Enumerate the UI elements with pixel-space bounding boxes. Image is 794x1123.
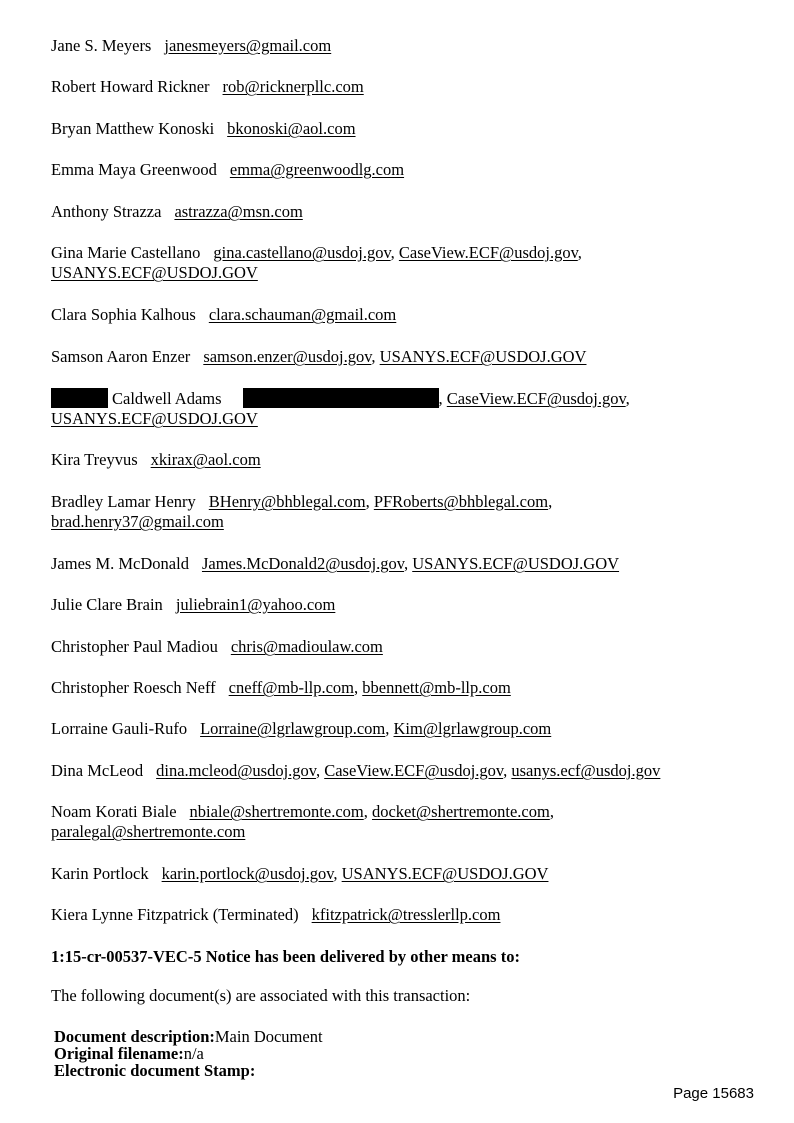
email-link[interactable]: dina.mcleod@usdoj.gov — [156, 761, 316, 780]
email-link[interactable]: bkonoski@aol.com — [227, 119, 356, 138]
service-entry: Caldwell Adams , CaseView.ECF@usdoj.gov, USANYS.ECF@USDOJ.GOV — [51, 389, 630, 428]
email-link[interactable]: docket@shertremonte.com — [371, 802, 550, 821]
service-entry — [51, 119, 751, 139]
service-entry — [51, 36, 751, 56]
email-link[interactable]: bbennett@mb-llp.com — [362, 678, 511, 697]
service-entry — [51, 450, 751, 470]
email-link[interactable]: USANYS.ECF@USDOJ.GOV — [341, 864, 549, 883]
original-filename-value: n/a — [183, 1044, 204, 1063]
service-entry: Samson Aaron Enzer samson.enzer@usdoj.gov, USANYS.ECF@USDOJ.GOV — [51, 347, 587, 366]
email-link[interactable]: usanys.ecf@usdoj.gov — [511, 761, 661, 780]
service-entry — [51, 637, 751, 657]
email-link[interactable]: rob@ricknerpllc.com — [222, 77, 364, 96]
email-link[interactable]: samson.enzer@usdoj.gov — [203, 347, 372, 366]
recipient-name: Kiera Lynne Fitzpatrick (Terminated) — [51, 905, 299, 924]
service-entry: Gina Marie Castellano gina.castellano@usdoj.gov, CaseView.ECF@usdoj.gov, USANYS.ECF@USDOJ.GOV — [51, 243, 582, 282]
email-link[interactable]: janesmeyers@gmail.com — [164, 36, 332, 55]
email-link[interactable]: kfitzpatrick@tresslerllp.com — [311, 905, 501, 924]
recipient-name: Bradley Lamar Henry — [51, 492, 196, 511]
email-link[interactable]: clara.schauman@gmail.com — [208, 305, 397, 324]
email-link[interactable]: cneff@mb-llp.com — [228, 678, 354, 697]
recipient-name: Clara Sophia Kalhous — [51, 305, 196, 324]
email-link[interactable]: gina.castellano@usdoj.gov — [213, 243, 391, 262]
email-link[interactable]: CaseView.ECF@usdoj.gov — [324, 761, 504, 780]
recipient-name: Noam Korati Biale — [51, 802, 177, 821]
recipient-name: Bryan Matthew Konoski — [51, 119, 215, 138]
doc-description-value: Main Document — [214, 1027, 323, 1046]
service-entry: Bradley Lamar Henry BHenry@bhblegal.com, PFRoberts@bhblegal.com, brad.henry37@gmail.com — [51, 492, 553, 531]
service-entry — [51, 305, 751, 325]
recipient-name: Jane S. Meyers — [51, 36, 152, 55]
associated-documents-text: The following document(s) are associated with this transaction: — [51, 986, 471, 1005]
recipient-name: Christopher Paul Madiou — [51, 637, 218, 656]
recipient-name: Dina McLeod — [51, 761, 144, 780]
recipient-name: Christopher Roesch Neff — [51, 678, 216, 697]
email-link[interactable]: PFRoberts@bhblegal.com — [373, 492, 549, 511]
email-link[interactable]: emma@greenwoodlg.com — [229, 160, 405, 179]
service-entry: Karin Portlock karin.portlock@usdoj.gov, USANYS.ECF@USDOJ.GOV — [51, 864, 549, 883]
email-link[interactable]: Kim@lgrlawgroup.com — [393, 719, 552, 738]
recipient-name: Lorraine Gauli-Rufo — [51, 719, 188, 738]
service-entry — [51, 202, 751, 222]
original-filename-label: Original filename: — [54, 1044, 184, 1063]
email-link[interactable]: astrazza@msn.com — [174, 202, 303, 221]
service-entry — [51, 595, 751, 615]
recipient-name: Karin Portlock — [51, 864, 149, 883]
email-link[interactable]: chris@madioulaw.com — [230, 637, 383, 656]
service-entry: Noam Korati Biale nbiale@shertremonte.com, docket@shertremonte.com, paralegal@shertremonte.com — [51, 802, 554, 841]
recipient-name: Julie Clare Brain — [51, 595, 163, 614]
page-number: Page 15683 — [673, 1085, 754, 1102]
email-link[interactable]: BHenry@bhblegal.com — [208, 492, 366, 511]
recipient-name: Caldwell Adams — [112, 389, 222, 408]
email-link[interactable]: juliebrain1@yahoo.com — [175, 595, 336, 614]
email-link[interactable]: brad.henry37@gmail.com — [51, 512, 224, 531]
service-entry — [51, 77, 751, 97]
document-info — [54, 1028, 323, 1079]
electronic-stamp-label: Electronic document Stamp: — [54, 1061, 256, 1080]
recipient-name: Anthony Strazza — [51, 202, 162, 221]
recipient-name: Kira Treyvus — [51, 450, 138, 469]
email-link[interactable]: Lorraine@lgrlawgroup.com — [200, 719, 386, 738]
email-link[interactable]: CaseView.ECF@usdoj.gov — [446, 389, 626, 408]
email-link[interactable]: CaseView.ECF@usdoj.gov — [398, 243, 578, 262]
service-entry: Lorraine Gauli-Rufo Lorraine@lgrlawgroup.com, Kim@lgrlawgroup.com — [51, 719, 552, 738]
email-link[interactable]: xkirax@aol.com — [150, 450, 261, 469]
service-entry: Christopher Roesch Neff cneff@mb-llp.com, bbennett@mb-llp.com — [51, 678, 511, 697]
other-means-heading: 1:15-cr-00537-VEC-5 Notice has been delivered by other means to: — [51, 947, 520, 966]
recipient-name: Samson Aaron Enzer — [51, 347, 191, 366]
recipient-name: Emma Maya Greenwood — [51, 160, 217, 179]
recipient-name: James M. McDonald — [51, 554, 189, 573]
email-link[interactable]: paralegal@shertremonte.com — [51, 822, 246, 841]
email-link[interactable]: USANYS.ECF@USDOJ.GOV — [51, 409, 258, 428]
recipient-name: Gina Marie Castellano — [51, 243, 201, 262]
service-entry: James M. McDonald James.McDonald2@usdoj.gov, USANYS.ECF@USDOJ.GOV — [51, 554, 620, 573]
email-link[interactable]: USANYS.ECF@USDOJ.GOV — [379, 347, 587, 366]
email-link[interactable]: James.McDonald2@usdoj.gov — [201, 554, 404, 573]
email-link[interactable]: USANYS.ECF@USDOJ.GOV — [412, 554, 620, 573]
email-link[interactable]: karin.portlock@usdoj.gov — [161, 864, 334, 883]
service-entry — [51, 905, 751, 925]
email-link[interactable]: USANYS.ECF@USDOJ.GOV — [51, 263, 258, 282]
email-link[interactable]: nbiale@shertremonte.com — [189, 802, 364, 821]
doc-description-label: Document description: — [54, 1027, 215, 1046]
redaction-block — [243, 388, 439, 408]
service-entry: Dina McLeod dina.mcleod@usdoj.gov, CaseView.ECF@usdoj.gov, usanys.ecf@usdoj.gov — [51, 761, 661, 780]
redaction-block — [51, 388, 108, 408]
recipient-name: Robert Howard Rickner — [51, 77, 210, 96]
service-entry — [51, 160, 751, 180]
